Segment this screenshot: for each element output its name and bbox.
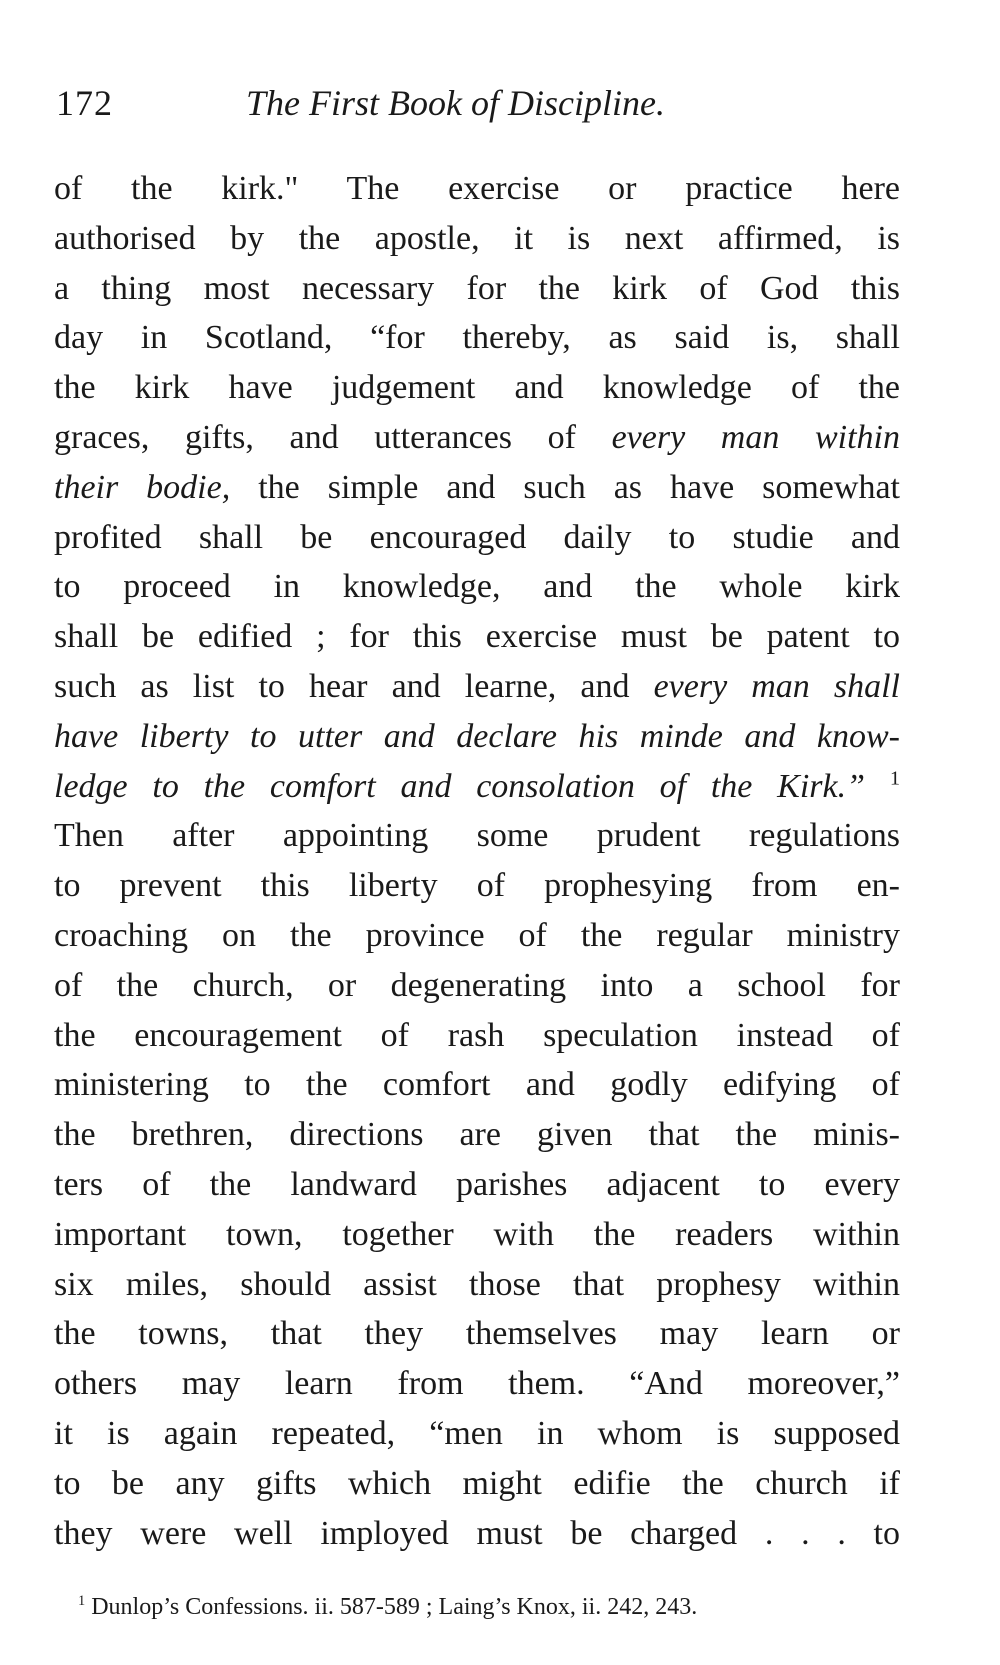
footnote-marker: 1	[78, 1593, 86, 1609]
text-line: to be any gifts which might edifie the church if	[54, 1464, 900, 1502]
text-line: ters of the landward parishes adjacent to every	[54, 1165, 900, 1203]
text-line: ministering to the comfort and godly edifying of	[54, 1066, 900, 1104]
text-fragment: graces, gifts, and utterances of	[54, 418, 576, 456]
text-line	[54, 712, 900, 762]
text-line: to proceed in knowledge, and the whole kirk	[54, 568, 900, 606]
text-line: Then after appointing some prudent regulations	[54, 817, 900, 855]
text-line: authorised by the apostle, it is next affirmed, is	[54, 219, 900, 257]
text-line	[54, 762, 900, 812]
text-line	[54, 662, 900, 712]
italic-emphasis: ledge to the comfort and consolation of the Kirk.”	[54, 767, 866, 805]
text-line: of the kirk." The exercise or practice here	[54, 170, 900, 207]
text-line: to prevent this liberty of prophesying from en-	[54, 867, 900, 905]
text-line: day in Scotland, “for thereby, as said is, shall	[54, 319, 900, 357]
running-header	[56, 82, 898, 132]
running-title: The First Book of Discipline.	[246, 83, 665, 123]
text-line: of the church, or degenerating into a school for	[54, 966, 900, 1004]
text-line: the encouragement of rash speculation instead of	[54, 1016, 900, 1054]
text-line: six miles, should assist those that prophesy within	[54, 1265, 900, 1303]
footnote-text: Dunlop’s Confessions. ii. 587-589 ; Laing’s Knox, ii. 242, 243.	[91, 1594, 698, 1620]
text-fragment: such as list to hear and learne, and	[54, 667, 630, 705]
text-line: the kirk have judgement and knowledge of the	[54, 369, 900, 407]
footnote	[78, 1594, 697, 1621]
body-text	[54, 164, 900, 1558]
text-line	[54, 413, 900, 463]
text-line: others may learn from them. “And moreover,”	[54, 1365, 900, 1403]
text-line: a thing most necessary for the kirk of God this	[54, 269, 900, 307]
italic-emphasis: every man shall	[653, 667, 901, 705]
text-line: croaching on the province of the regular ministry	[54, 916, 900, 954]
text-line: important town, together with the readers within	[54, 1215, 900, 1253]
text-line: they were well imployed must be charged . . . to	[54, 1514, 900, 1552]
text-line: profited shall be encouraged daily to studie and	[54, 518, 900, 556]
italic-emphasis: their bodie,	[54, 468, 231, 506]
text-line: the towns, that they themselves may learn or	[54, 1315, 900, 1353]
italic-emphasis: every man within	[611, 418, 900, 456]
text-line: it is again repeated, “men in whom is supposed	[54, 1414, 900, 1452]
text-line: the brethren, directions are given that the minis-	[54, 1116, 900, 1154]
footnote-reference: 1	[889, 767, 901, 790]
text-line	[54, 463, 900, 513]
page-number: 172	[56, 83, 113, 123]
italic-emphasis: have liberty to utter and declare his minde and know-	[54, 717, 900, 755]
text-line: shall be edified ; for this exercise must be patent to	[54, 618, 900, 656]
text-fragment: the simple and such as have somewhat	[258, 468, 900, 506]
